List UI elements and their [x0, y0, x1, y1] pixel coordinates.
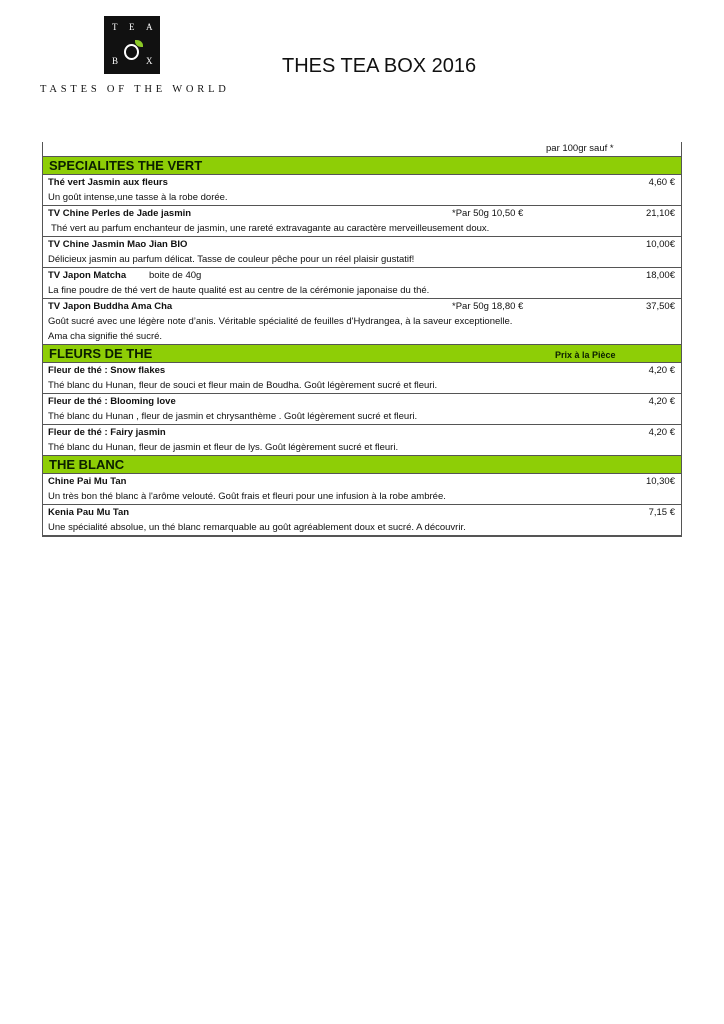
tea-price: 18,00€ [645, 270, 675, 281]
tea-description: Un très bon thé blanc à l'arôme velouté. Goût frais et fleuri pour une infusion à la robe ambrée. [48, 491, 446, 502]
tea-item-header-line [43, 268, 681, 283]
section-title: SPECIALITES THE VERT [49, 158, 203, 173]
unit-note: par 100gr sauf * [546, 143, 614, 154]
tagline: TASTES OF THE WORLD [40, 84, 230, 95]
tea-item [43, 206, 681, 237]
tea-description-line [43, 520, 681, 535]
tea-price: 4,20 € [648, 427, 675, 438]
tea-item-header-line [43, 299, 681, 314]
section-header [43, 456, 681, 474]
tea-item [43, 425, 681, 456]
tea-item [43, 175, 681, 206]
tea-box-logo [104, 16, 160, 74]
tea-description-line [43, 378, 681, 393]
logo-letter-x: X [146, 56, 153, 66]
tea-price: 4,60 € [648, 177, 675, 188]
logo-o-icon [124, 44, 139, 60]
tea-description: La fine poudre de thé vert de haute qualité est au centre de la cérémonie japonaise du thé. [48, 285, 430, 296]
tea-description: Thé vert au parfum enchanteur de jasmin, une rareté extravagante au caractère merveilleusement doux. [51, 223, 490, 234]
tea-description: Un goût intense,une tasse à la robe dorée. [48, 192, 228, 203]
tea-item-header-line [43, 363, 681, 378]
tea-description-line [43, 221, 681, 236]
tea-item-header-line [43, 505, 681, 520]
tea-item [43, 299, 681, 345]
section-title: FLEURS DE THE [49, 346, 153, 361]
tea-description: Thé blanc du Hunan, fleur de jasmin et fleur de lys. Goût légèrement sucré et fleuri. [48, 442, 399, 453]
tea-description-line [43, 440, 681, 455]
tea-description-line [43, 314, 681, 329]
tea-item [43, 474, 681, 505]
tea-extra-info: *Par 50g 10,50 € [452, 208, 524, 219]
tea-description-line [43, 190, 681, 205]
tea-name: Thé vert Jasmin aux fleurs [48, 177, 168, 188]
tea-name: Kenia Pau Mu Tan [48, 507, 130, 518]
tea-item-header-line [43, 237, 681, 252]
tea-item-header-line [43, 175, 681, 190]
tea-item [43, 237, 681, 268]
price-list [42, 142, 682, 537]
tea-name: TV Japon Matcha [48, 270, 127, 281]
tea-description-line [43, 329, 681, 344]
logo-letter-e: E [129, 22, 135, 32]
tea-description: Une spécialité absolue, un thé blanc remarquable au goût agréablement doux et sucré. A découvrir. [48, 522, 466, 533]
tea-price: 7,15 € [648, 507, 675, 518]
tea-item-header-line [43, 425, 681, 440]
tea-description: Goût sucré avec une légère note d’anis. Véritable spécialité de feuilles d'Hydrangea, à la saveur exceptionelle. [48, 316, 513, 327]
tea-item [43, 363, 681, 394]
tea-name: TV Chine Jasmin Mao Jian BIO [48, 239, 188, 250]
logo-letter-b: B [112, 56, 119, 66]
section-header [43, 345, 681, 363]
tea-name: TV Chine Perles de Jade jasmin [48, 208, 192, 219]
tea-item [43, 394, 681, 425]
section-title: THE BLANC [49, 457, 125, 472]
tea-price: 10,00€ [645, 239, 675, 250]
section-note: Prix à la Pièce [555, 350, 616, 360]
tea-price: 4,20 € [648, 365, 675, 376]
tea-name: Fleur de thé : Fairy jasmin [48, 427, 166, 438]
tea-item-header-line [43, 394, 681, 409]
logo-letter-t: T [112, 22, 118, 32]
tea-description: Ama cha signifie thé sucré. [48, 331, 163, 342]
tea-description: Délicieux jasmin au parfum délicat. Tasse de couleur pêche pour un réel plaisir gustatif! [48, 254, 415, 265]
section-header [43, 157, 681, 175]
page-title: THES TEA BOX 2016 [282, 55, 477, 77]
tea-item [43, 505, 681, 536]
tea-name: Chine Pai Mu Tan [48, 476, 127, 487]
tea-price: 10,30€ [645, 476, 675, 487]
tea-price: 4,20 € [648, 396, 675, 407]
tea-name: Fleur de thé : Snow flakes [48, 365, 166, 376]
tea-item-header-line [43, 206, 681, 221]
tea-description-line [43, 489, 681, 504]
tea-description: Thé blanc du Hunan, fleur de souci et fleur main de Boudha. Goût légèrement sucré et fleuri. [48, 380, 438, 391]
tea-extra-info: *Par 50g 18,80 € [452, 301, 524, 312]
tea-extra-info: boite de 40g [149, 270, 202, 281]
tea-description-line [43, 283, 681, 298]
tea-item [43, 268, 681, 299]
tea-name: Fleur de thé : Blooming love [48, 396, 176, 407]
tea-description-line [43, 409, 681, 424]
tea-description-line [43, 252, 681, 267]
tea-item-header-line [43, 474, 681, 489]
unit-note-row [43, 142, 681, 157]
tea-price: 21,10€ [645, 208, 675, 219]
logo-letter-a: A [146, 22, 153, 32]
tea-name: TV Japon Buddha Ama Cha [48, 301, 173, 312]
tea-description: Thé blanc du Hunan , fleur de jasmin et chrysanthème . Goût légèrement sucré et fleuri. [48, 411, 418, 422]
tea-price: 37,50€ [645, 301, 675, 312]
